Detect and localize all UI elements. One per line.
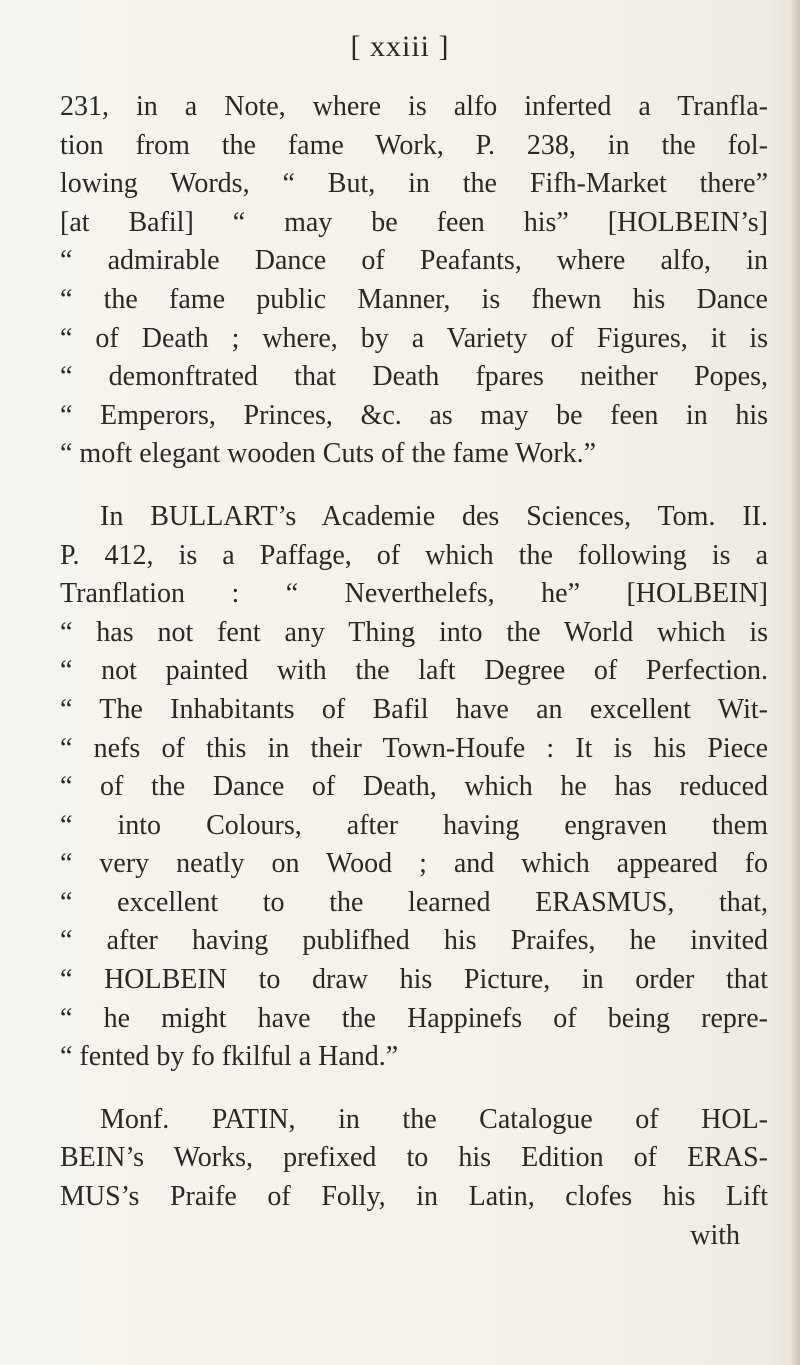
text-line: tion from the fame Work, P. 238, in the fol- bbox=[60, 129, 768, 161]
text-line: “ fented by fo fkilful a Hand.” bbox=[60, 1041, 399, 1073]
text-line: 231, in a Note, where is alfo inferted a Tranfla- bbox=[60, 91, 768, 122]
text-line: “ he might have the Happinefs of being repre- bbox=[60, 1002, 768, 1034]
text-line: “ moft elegant wooden Cuts of the fame Work.” bbox=[60, 438, 597, 470]
body-text bbox=[60, 88, 768, 1255]
text-line: “ demonftrated that Death fpares neither Popes, bbox=[60, 361, 768, 393]
text-line: “ Emperors, Princes, &c. as may be feen in his bbox=[60, 399, 768, 431]
text-line: MUS’s Praife of Folly, in Latin, clofes his Lift bbox=[60, 1181, 768, 1213]
page-edge-shadow bbox=[790, 0, 800, 1365]
text-line: “ not painted with the laft Degree of Perfection. bbox=[60, 655, 768, 687]
text-line: “ has not fent any Thing into the World which is bbox=[60, 616, 768, 648]
text-line: lowing Words, “ But, in the Fifh-Market there” bbox=[60, 168, 768, 200]
text-line: “ of the Dance of Death, which he has reduced bbox=[60, 771, 768, 803]
text-line: BEIN’s Works, prefixed to his Edition of ERAS- bbox=[60, 1142, 768, 1174]
text-line: “ admirable Dance of Peafants, where alfo, in bbox=[60, 245, 768, 277]
paragraph-2 bbox=[60, 498, 768, 1077]
page-number: [ xxiii ] bbox=[350, 30, 450, 63]
text-line: “ the fame public Manner, is fhewn his Dance bbox=[60, 283, 768, 315]
text-line: “ HOLBEIN to draw his Picture, in order that bbox=[60, 964, 768, 996]
text-line: Tranflation : “ Neverthelefs, he” [HOLBEIN] bbox=[60, 578, 768, 610]
text-line: In BULLART’s Academie des Sciences, Tom. II. bbox=[100, 500, 768, 532]
text-line: [at Bafil] “ may be feen his” [HOLBEIN’s] bbox=[60, 206, 768, 238]
paragraph-1 bbox=[60, 88, 768, 474]
text-line: “ excellent to the learned ERASMUS, that, bbox=[60, 886, 768, 918]
catchword: with bbox=[690, 1219, 740, 1251]
text-line: Monf. PATIN, in the Catalogue of HOL- bbox=[100, 1103, 768, 1135]
text-line: “ of Death ; where, by a Variety of Figures, it is bbox=[60, 322, 768, 354]
paragraph-3 bbox=[60, 1101, 768, 1255]
text-line: “ after having publifhed his Praifes, he invited bbox=[60, 925, 768, 957]
text-line: P. 412, is a Paffage, of which the following is a bbox=[60, 539, 768, 571]
text-line: “ nefs of this in their Town-Houfe : It is his Piece bbox=[60, 732, 768, 764]
text-line: “ The Inhabitants of Bafil have an excellent Wit- bbox=[60, 693, 768, 725]
text-line: “ very neatly on Wood ; and which appeared fo bbox=[60, 848, 768, 880]
text-line: “ into Colours, after having engraven them bbox=[60, 809, 768, 841]
